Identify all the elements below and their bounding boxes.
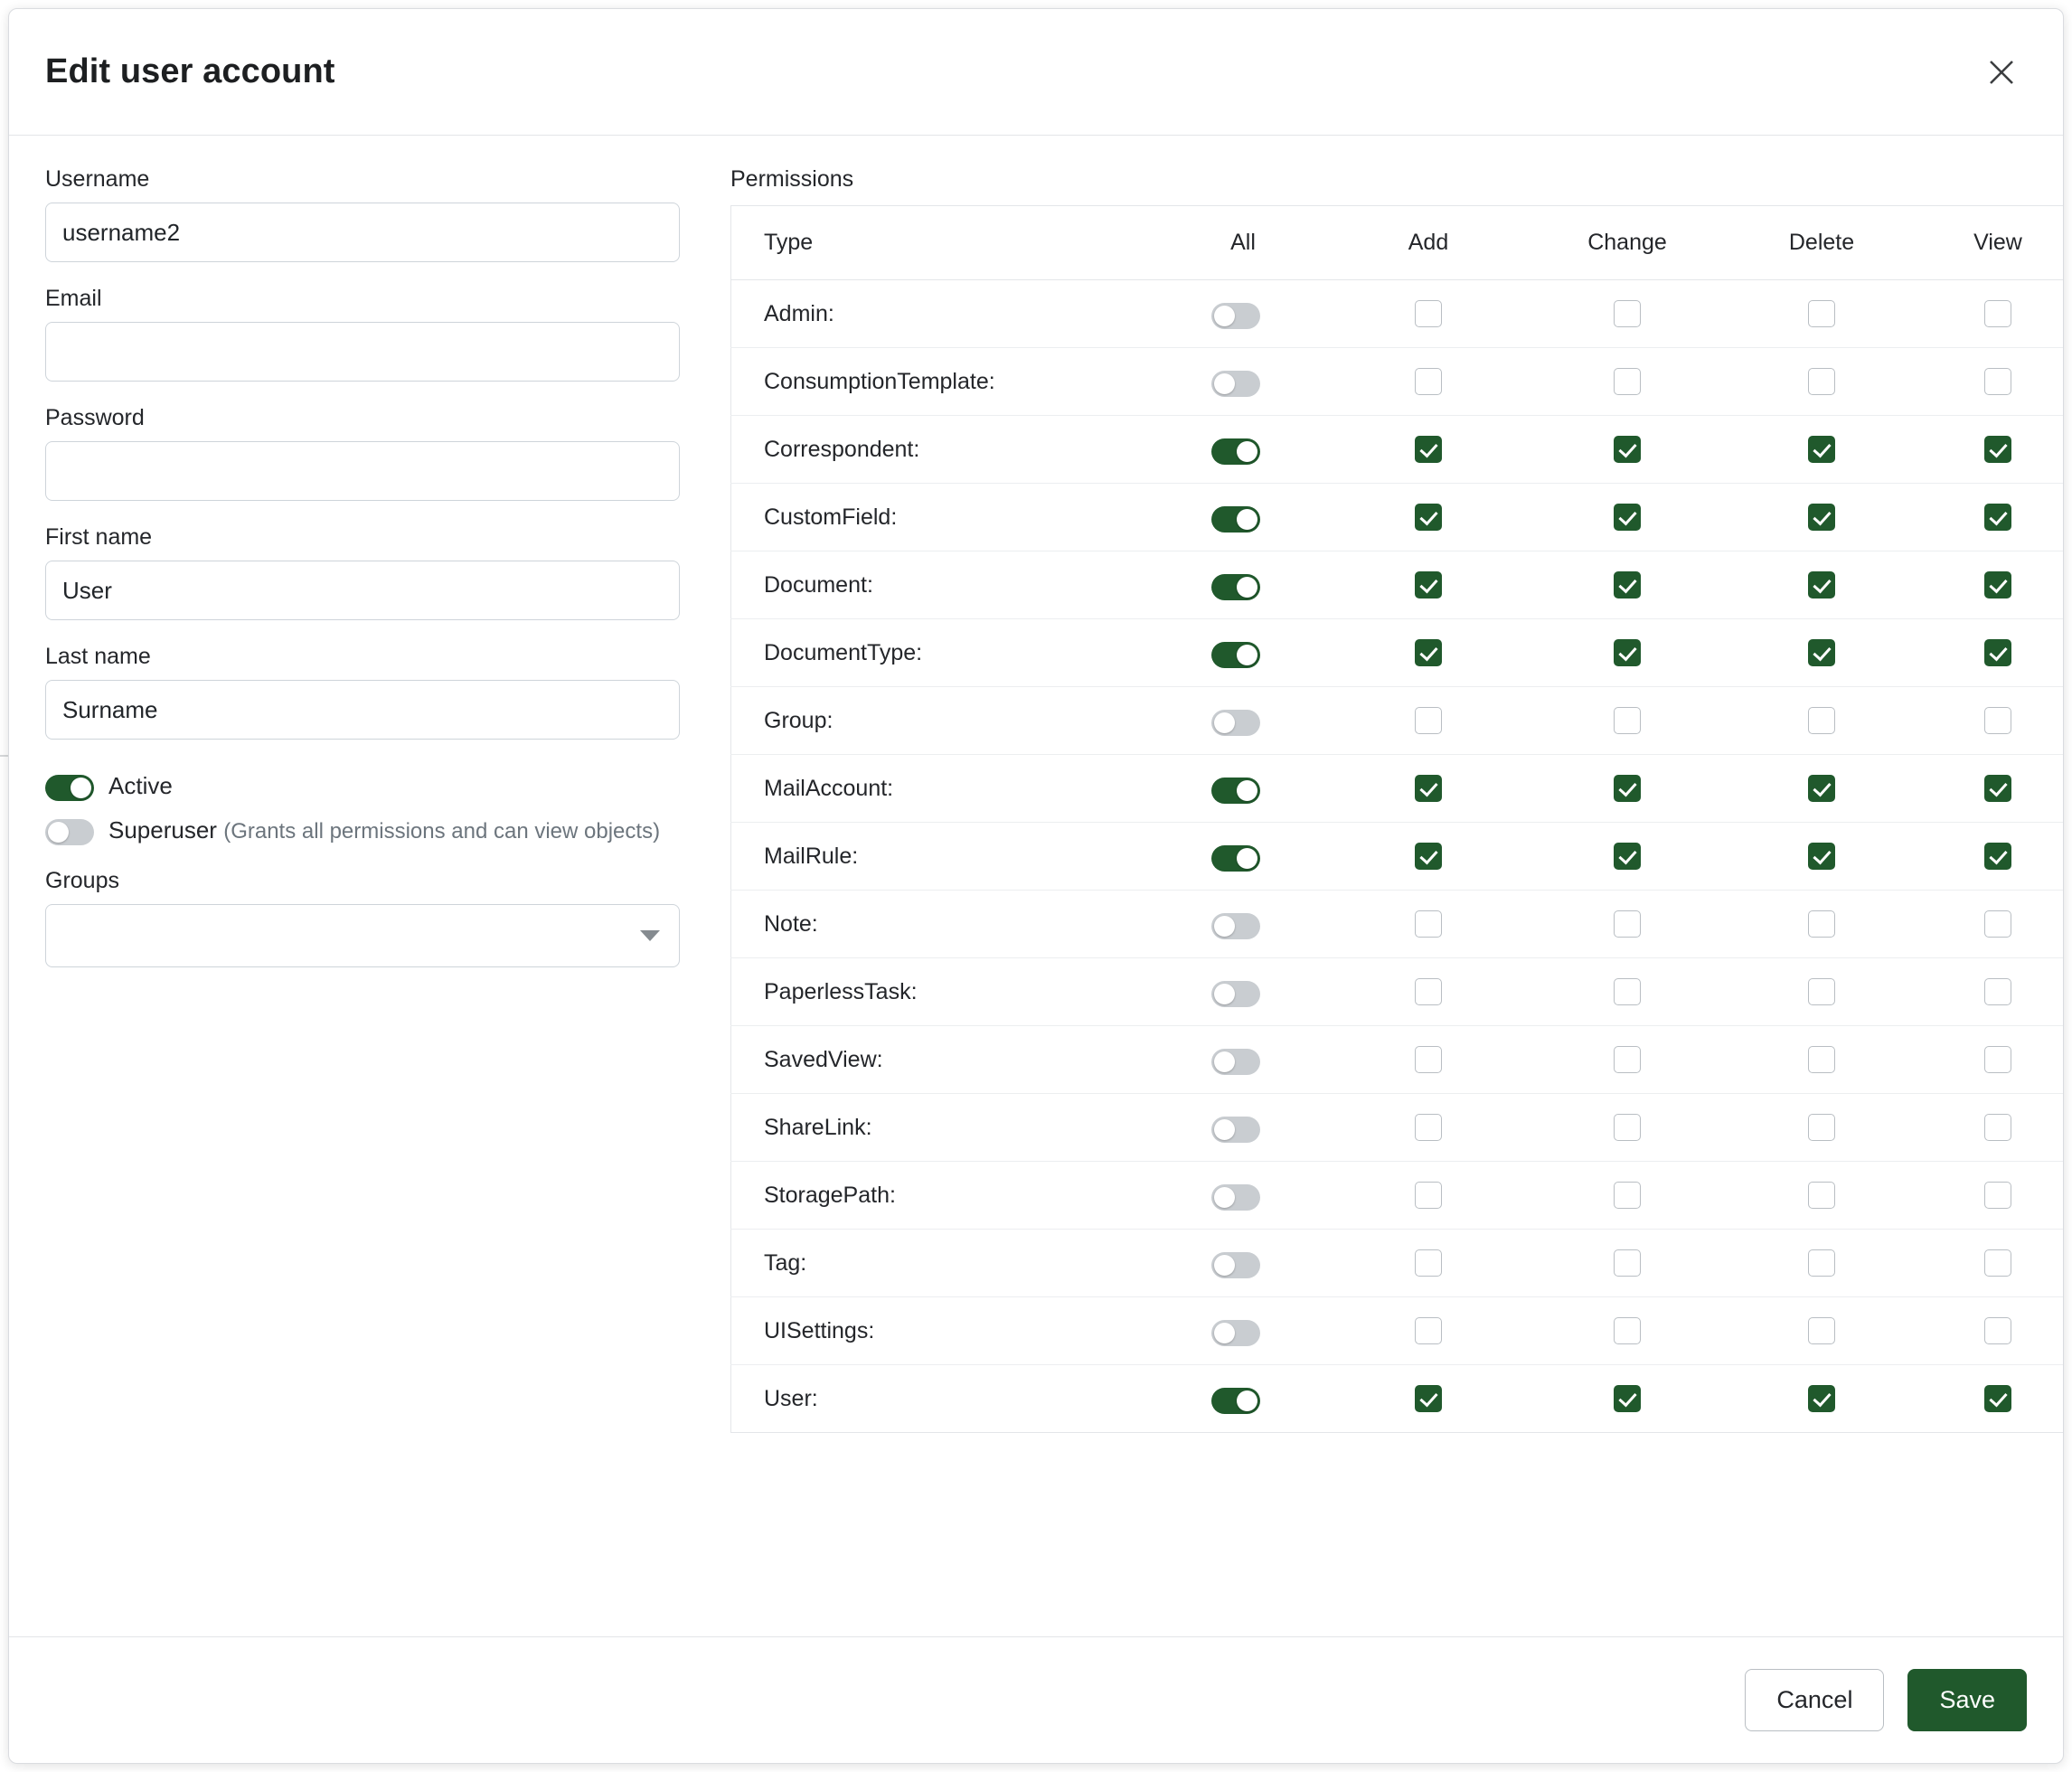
table-row xyxy=(731,823,2064,891)
permission-type-label: Tag: xyxy=(731,1230,1154,1297)
superuser-toggle-row xyxy=(45,815,687,846)
permission-delete-checkbox[interactable] xyxy=(1808,775,1835,802)
permission-all-cell xyxy=(1153,958,1333,1026)
permission-change-checkbox[interactable] xyxy=(1614,1182,1641,1209)
table-row xyxy=(731,1297,2064,1365)
superuser-hint: (Grants all permissions and can view objects) xyxy=(223,819,661,844)
permission-delete-checkbox-cell xyxy=(1731,1162,1912,1230)
permission-all-cell xyxy=(1153,1297,1333,1365)
permission-all-cell xyxy=(1153,619,1333,687)
dialog-footer xyxy=(9,1636,2063,1763)
permission-delete-checkbox-cell xyxy=(1731,551,1912,619)
permission-view-checkbox[interactable] xyxy=(1984,1317,2011,1344)
permission-add-checkbox[interactable] xyxy=(1415,1046,1442,1073)
permission-delete-checkbox[interactable] xyxy=(1808,843,1835,870)
permission-add-checkbox-cell xyxy=(1333,823,1523,891)
permission-add-checkbox[interactable] xyxy=(1415,571,1442,599)
permission-change-checkbox[interactable] xyxy=(1614,300,1641,327)
permission-delete-checkbox-cell xyxy=(1731,1365,1912,1433)
superuser-label xyxy=(108,815,660,846)
permission-add-checkbox[interactable] xyxy=(1415,910,1442,938)
table-row xyxy=(731,1365,2064,1433)
table-row xyxy=(731,1026,2064,1094)
permission-change-checkbox[interactable] xyxy=(1614,707,1641,734)
edit-user-account-dialog xyxy=(8,8,2064,1764)
permission-view-checkbox[interactable] xyxy=(1984,978,2011,1005)
permission-view-checkbox[interactable] xyxy=(1984,1046,2011,1073)
permission-delete-checkbox-cell xyxy=(1731,619,1912,687)
permission-all-toggle[interactable] xyxy=(1211,303,1260,329)
permission-view-checkbox-cell xyxy=(1912,755,2063,823)
permission-view-checkbox-cell xyxy=(1912,958,2063,1026)
permission-all-toggle[interactable] xyxy=(1211,778,1260,804)
permission-view-checkbox[interactable] xyxy=(1984,368,2011,395)
permission-type-label: DocumentType: xyxy=(731,619,1154,687)
permission-add-checkbox-cell xyxy=(1333,348,1523,416)
permission-change-checkbox[interactable] xyxy=(1614,843,1641,870)
permission-all-cell xyxy=(1153,755,1333,823)
permission-add-checkbox[interactable] xyxy=(1415,368,1442,395)
username-label: Username xyxy=(45,166,150,192)
permission-all-toggle[interactable] xyxy=(1211,1252,1260,1278)
permissions-label: Permissions xyxy=(730,166,854,192)
permission-all-cell xyxy=(1153,1162,1333,1230)
permission-delete-checkbox-cell xyxy=(1731,280,1912,348)
permission-all-toggle[interactable] xyxy=(1211,1184,1260,1211)
permission-all-toggle[interactable] xyxy=(1211,438,1260,465)
permission-view-checkbox[interactable] xyxy=(1984,300,2011,327)
permission-all-toggle[interactable] xyxy=(1211,1388,1260,1414)
permission-change-checkbox[interactable] xyxy=(1614,1249,1641,1277)
permission-type-label: UISettings: xyxy=(731,1297,1154,1365)
permission-change-checkbox[interactable] xyxy=(1614,571,1641,599)
left-edge-marker xyxy=(0,755,8,757)
table-header-row xyxy=(731,206,2064,280)
permission-change-checkbox-cell xyxy=(1523,1297,1731,1365)
permission-change-checkbox[interactable] xyxy=(1614,436,1641,463)
table-row xyxy=(731,348,2064,416)
permission-view-checkbox-cell xyxy=(1912,484,2063,551)
permission-type-label: Note: xyxy=(731,891,1154,958)
permission-all-cell xyxy=(1153,280,1333,348)
permission-delete-checkbox[interactable] xyxy=(1808,1385,1835,1412)
permission-add-checkbox-cell xyxy=(1333,1297,1523,1365)
dialog-body xyxy=(9,136,2063,1636)
first-name-field[interactable] xyxy=(45,561,680,620)
permission-change-checkbox-cell xyxy=(1523,484,1731,551)
permission-change-checkbox[interactable] xyxy=(1614,910,1641,938)
permission-delete-checkbox[interactable] xyxy=(1808,368,1835,395)
cancel-button[interactable]: Cancel xyxy=(1745,1669,1884,1731)
permission-all-cell xyxy=(1153,1365,1333,1433)
permission-type-label: MailAccount: xyxy=(731,755,1154,823)
active-toggle[interactable] xyxy=(45,775,94,801)
permission-change-checkbox[interactable] xyxy=(1614,368,1641,395)
permission-all-cell xyxy=(1153,348,1333,416)
superuser-label-text: Superuser xyxy=(108,816,217,844)
last-name-label: Last name xyxy=(45,644,151,669)
superuser-toggle[interactable] xyxy=(45,819,94,845)
permission-all-toggle[interactable] xyxy=(1211,1117,1260,1143)
table-row xyxy=(731,280,2064,348)
permission-delete-checkbox[interactable] xyxy=(1808,300,1835,327)
permission-type-label: Document: xyxy=(731,551,1154,619)
permission-view-checkbox-cell xyxy=(1912,551,2063,619)
permission-change-checkbox-cell xyxy=(1523,687,1731,755)
permission-all-toggle[interactable] xyxy=(1211,642,1260,668)
permission-add-checkbox-cell xyxy=(1333,1026,1523,1094)
permission-view-checkbox-cell xyxy=(1912,1094,2063,1162)
permission-all-cell xyxy=(1153,1230,1333,1297)
permission-add-checkbox[interactable] xyxy=(1415,775,1442,802)
permission-add-checkbox[interactable] xyxy=(1415,1182,1442,1209)
permission-delete-checkbox[interactable] xyxy=(1808,1249,1835,1277)
permission-add-checkbox-cell xyxy=(1333,551,1523,619)
permission-view-checkbox-cell xyxy=(1912,1230,2063,1297)
permission-type-label: MailRule: xyxy=(731,823,1154,891)
permission-view-checkbox-cell xyxy=(1912,416,2063,484)
close-icon[interactable] xyxy=(1976,47,2027,98)
table-row xyxy=(731,1230,2064,1297)
permission-delete-checkbox-cell xyxy=(1731,1094,1912,1162)
permission-view-checkbox[interactable] xyxy=(1984,504,2011,531)
permission-add-checkbox[interactable] xyxy=(1415,843,1442,870)
permission-change-checkbox-cell xyxy=(1523,958,1731,1026)
permission-view-checkbox[interactable] xyxy=(1984,1182,2011,1209)
column-header-change: Change xyxy=(1523,206,1731,280)
password-label: Password xyxy=(45,405,145,430)
permission-view-checkbox[interactable] xyxy=(1984,707,2011,734)
permission-add-checkbox-cell xyxy=(1333,280,1523,348)
table-row xyxy=(731,551,2064,619)
permission-view-checkbox[interactable] xyxy=(1984,843,2011,870)
permission-delete-checkbox[interactable] xyxy=(1808,639,1835,666)
dialog-header xyxy=(9,9,2063,136)
permission-add-checkbox[interactable] xyxy=(1415,1385,1442,1412)
email-label: Email xyxy=(45,286,102,311)
permission-all-toggle[interactable] xyxy=(1211,1320,1260,1346)
permission-all-cell xyxy=(1153,1026,1333,1094)
permission-change-checkbox-cell xyxy=(1523,891,1731,958)
permission-view-checkbox[interactable] xyxy=(1984,639,2011,666)
permission-all-toggle[interactable] xyxy=(1211,1049,1260,1075)
user-details-form xyxy=(45,166,687,1636)
permission-add-checkbox[interactable] xyxy=(1415,978,1442,1005)
permission-delete-checkbox-cell xyxy=(1731,1230,1912,1297)
permission-delete-checkbox[interactable] xyxy=(1808,707,1835,734)
permission-view-checkbox-cell xyxy=(1912,1297,2063,1365)
save-button[interactable]: Save xyxy=(1907,1669,2027,1731)
permission-change-checkbox-cell xyxy=(1523,823,1731,891)
table-row xyxy=(731,1094,2064,1162)
permission-delete-checkbox[interactable] xyxy=(1808,1317,1835,1344)
permission-type-label: ConsumptionTemplate: xyxy=(731,348,1154,416)
permission-add-checkbox[interactable] xyxy=(1415,639,1442,666)
permission-add-checkbox[interactable] xyxy=(1415,1317,1442,1344)
permission-delete-checkbox[interactable] xyxy=(1808,910,1835,938)
permission-change-checkbox-cell xyxy=(1523,1162,1731,1230)
permission-view-checkbox[interactable] xyxy=(1984,436,2011,463)
groups-label: Groups xyxy=(45,868,119,894)
permission-delete-checkbox-cell xyxy=(1731,416,1912,484)
permission-delete-checkbox-cell xyxy=(1731,755,1912,823)
permission-add-checkbox[interactable] xyxy=(1415,300,1442,327)
permission-delete-checkbox[interactable] xyxy=(1808,504,1835,531)
permission-view-checkbox-cell xyxy=(1912,619,2063,687)
permission-change-checkbox-cell xyxy=(1523,348,1731,416)
permission-change-checkbox[interactable] xyxy=(1614,1046,1641,1073)
permission-change-checkbox-cell xyxy=(1523,1026,1731,1094)
permission-all-toggle[interactable] xyxy=(1211,845,1260,872)
permission-add-checkbox-cell xyxy=(1333,416,1523,484)
permission-add-checkbox[interactable] xyxy=(1415,1114,1442,1141)
permission-add-checkbox-cell xyxy=(1333,1365,1523,1433)
permission-change-checkbox[interactable] xyxy=(1614,1114,1641,1141)
permission-change-checkbox[interactable] xyxy=(1614,1385,1641,1412)
permission-view-checkbox-cell xyxy=(1912,1365,2063,1433)
permission-delete-checkbox-cell xyxy=(1731,1026,1912,1094)
column-header-all: All xyxy=(1153,206,1333,280)
table-row xyxy=(731,416,2064,484)
permission-all-cell xyxy=(1153,1094,1333,1162)
permissions-section xyxy=(730,166,2063,1636)
column-header-delete: Delete xyxy=(1731,206,1912,280)
permission-add-checkbox-cell xyxy=(1333,891,1523,958)
permission-all-cell xyxy=(1153,416,1333,484)
permission-add-checkbox[interactable] xyxy=(1415,436,1442,463)
permission-view-checkbox-cell xyxy=(1912,1162,2063,1230)
table-row xyxy=(731,619,2064,687)
column-header-type: Type xyxy=(731,206,1154,280)
column-header-add: Add xyxy=(1333,206,1523,280)
permission-change-checkbox[interactable] xyxy=(1614,504,1641,531)
permission-delete-checkbox-cell xyxy=(1731,348,1912,416)
table-row xyxy=(731,484,2064,551)
permission-delete-checkbox[interactable] xyxy=(1808,1182,1835,1209)
permission-change-checkbox-cell xyxy=(1523,1094,1731,1162)
permission-type-label: User: xyxy=(764,1385,818,1411)
permissions-table-body xyxy=(731,280,2064,1433)
permission-type-label: CustomField: xyxy=(731,484,1154,551)
permission-change-checkbox-cell xyxy=(1523,619,1731,687)
page-title: Edit user account xyxy=(45,52,335,90)
permission-all-cell xyxy=(1153,484,1333,551)
permission-view-checkbox-cell xyxy=(1912,1026,2063,1094)
permission-all-toggle[interactable] xyxy=(1211,506,1260,533)
permission-delete-checkbox-cell xyxy=(1731,484,1912,551)
permission-delete-checkbox[interactable] xyxy=(1808,436,1835,463)
permission-type-label: StoragePath: xyxy=(731,1162,1154,1230)
permission-all-toggle[interactable] xyxy=(1211,981,1260,1007)
permission-all-toggle[interactable] xyxy=(1211,371,1260,397)
table-row xyxy=(731,755,2064,823)
permission-type-label: PaperlessTask: xyxy=(731,958,1154,1026)
permissions-table xyxy=(730,205,2063,1433)
permission-add-checkbox-cell xyxy=(1333,619,1523,687)
password-field[interactable] xyxy=(45,441,680,501)
permission-change-checkbox-cell xyxy=(1523,280,1731,348)
email-field[interactable] xyxy=(45,322,680,382)
permission-change-checkbox[interactable] xyxy=(1614,775,1641,802)
permission-add-checkbox[interactable] xyxy=(1415,1249,1442,1277)
first-name-label: First name xyxy=(45,524,153,550)
permission-delete-checkbox-cell xyxy=(1731,823,1912,891)
permission-delete-checkbox[interactable] xyxy=(1808,571,1835,599)
permission-view-checkbox[interactable] xyxy=(1984,1249,2011,1277)
active-toggle-row xyxy=(45,770,687,802)
groups-select[interactable] xyxy=(45,904,680,967)
permission-view-checkbox[interactable] xyxy=(1984,1385,2011,1412)
permission-change-checkbox-cell xyxy=(1523,1230,1731,1297)
permission-all-toggle[interactable] xyxy=(1211,710,1260,736)
permission-delete-checkbox[interactable] xyxy=(1808,978,1835,1005)
permission-view-checkbox[interactable] xyxy=(1984,571,2011,599)
permission-add-checkbox-cell xyxy=(1333,1094,1523,1162)
permission-add-checkbox[interactable] xyxy=(1415,707,1442,734)
permission-all-cell xyxy=(1153,687,1333,755)
permission-type-label: Correspondent: xyxy=(731,416,1154,484)
table-row xyxy=(731,1162,2064,1230)
permission-add-checkbox-cell xyxy=(1333,1230,1523,1297)
table-row xyxy=(731,891,2064,958)
permission-delete-checkbox[interactable] xyxy=(1808,1046,1835,1073)
permission-change-checkbox-cell xyxy=(1523,551,1731,619)
permission-add-checkbox-cell xyxy=(1333,484,1523,551)
active-label: Active xyxy=(108,772,173,799)
column-header-view: View xyxy=(1912,206,2063,280)
table-row xyxy=(731,958,2064,1026)
window-top-sliver xyxy=(0,0,2072,8)
permission-view-checkbox-cell xyxy=(1912,348,2063,416)
permission-view-checkbox-cell xyxy=(1912,687,2063,755)
permission-view-checkbox-cell xyxy=(1912,823,2063,891)
permission-add-checkbox-cell xyxy=(1333,755,1523,823)
permission-add-checkbox[interactable] xyxy=(1415,504,1442,531)
permission-change-checkbox-cell xyxy=(1523,1365,1731,1433)
permission-change-checkbox[interactable] xyxy=(1614,1317,1641,1344)
permission-view-checkbox[interactable] xyxy=(1984,775,2011,802)
permission-view-checkbox[interactable] xyxy=(1984,910,2011,938)
username-input[interactable] xyxy=(45,203,680,262)
permission-all-toggle[interactable] xyxy=(1211,913,1260,939)
permission-change-checkbox-cell xyxy=(1523,416,1731,484)
permission-view-checkbox-cell xyxy=(1912,280,2063,348)
permission-all-cell xyxy=(1153,891,1333,958)
permission-delete-checkbox[interactable] xyxy=(1808,1114,1835,1141)
permission-change-checkbox-cell xyxy=(1523,755,1731,823)
permission-type-label: Group: xyxy=(731,687,1154,755)
permission-add-checkbox-cell xyxy=(1333,958,1523,1026)
permission-add-checkbox-cell xyxy=(1333,687,1523,755)
permission-delete-checkbox-cell xyxy=(1731,687,1912,755)
permission-all-cell xyxy=(1153,551,1333,619)
permission-delete-checkbox-cell xyxy=(1731,958,1912,1026)
permission-delete-checkbox-cell xyxy=(1731,1297,1912,1365)
permission-all-cell xyxy=(1153,823,1333,891)
permission-type-label: SavedView: xyxy=(731,1026,1154,1094)
permission-view-checkbox-cell xyxy=(1912,891,2063,958)
permission-view-checkbox[interactable] xyxy=(1984,1114,2011,1141)
table-row xyxy=(731,687,2064,755)
permission-type-label: ShareLink: xyxy=(731,1094,1154,1162)
permission-all-toggle[interactable] xyxy=(1211,574,1260,600)
permission-add-checkbox-cell xyxy=(1333,1162,1523,1230)
last-name-field[interactable] xyxy=(45,680,680,740)
groups-select-wrap xyxy=(45,904,680,967)
permission-type-label: Admin: xyxy=(731,280,1154,348)
permission-change-checkbox[interactable] xyxy=(1614,978,1641,1005)
permission-change-checkbox[interactable] xyxy=(1614,639,1641,666)
permission-delete-checkbox-cell xyxy=(1731,891,1912,958)
